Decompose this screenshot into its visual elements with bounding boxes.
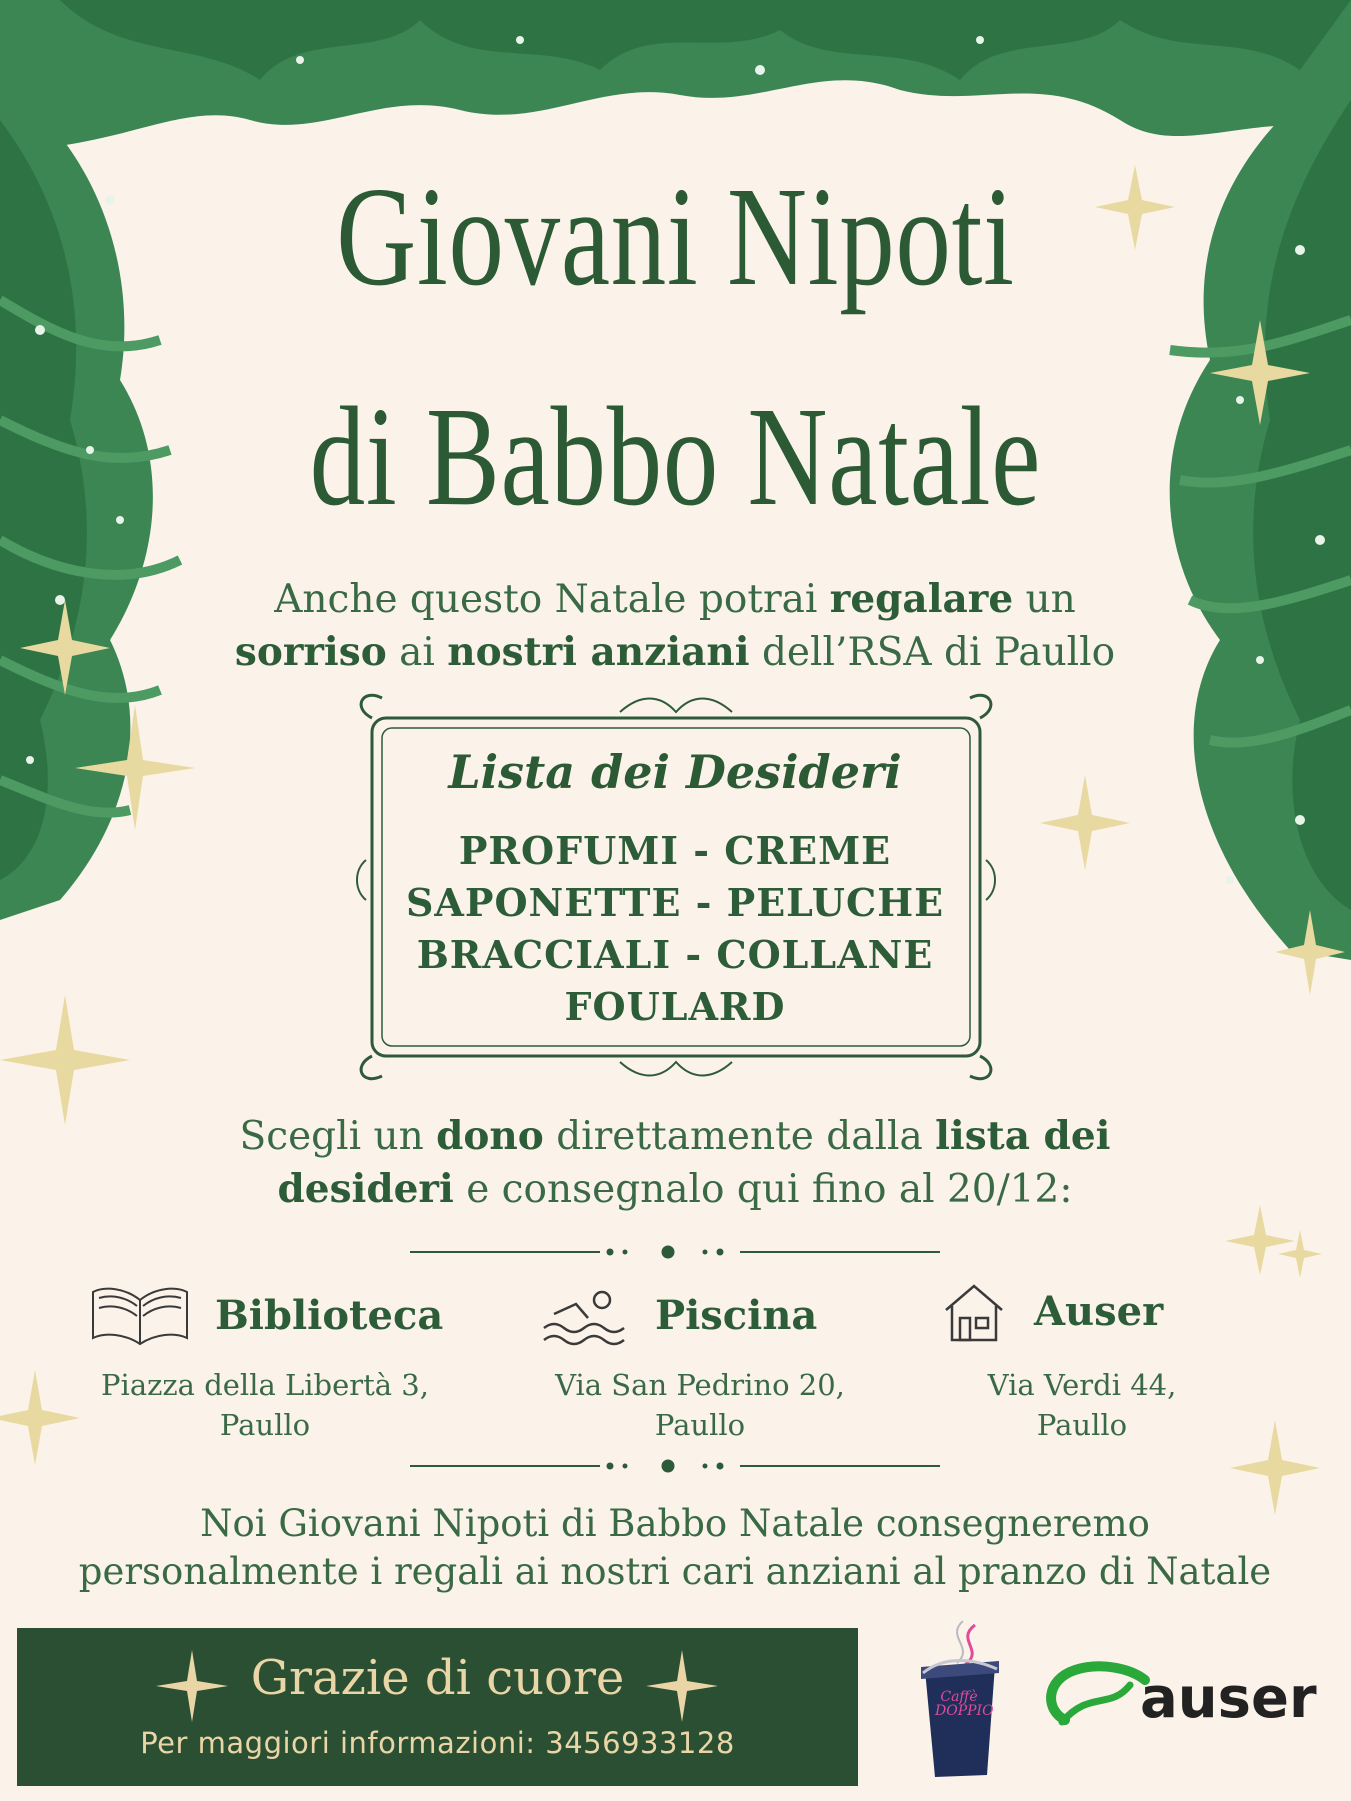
swimmer-icon <box>540 1280 630 1350</box>
auser-logo <box>1040 1650 1150 1740</box>
page-title-line1: Giovani Nipoti <box>336 157 1015 315</box>
contact-info: Per maggiori informazioni: 3456933128 <box>140 1726 735 1760</box>
house-icon <box>942 1280 1006 1346</box>
closing-text: Noi Giovani Nipoti di Babbo Natale consegneremo personalmente i regali ai nostri cari anziani al pranzo di Natale <box>78 1502 1272 1593</box>
open-book-icon <box>85 1280 195 1350</box>
location-address: Via Verdi 44, Paullo <box>987 1368 1177 1442</box>
thanks-banner <box>17 1628 858 1786</box>
banner-title: Grazie di cuore <box>250 1650 625 1706</box>
caffe-doppio-text: Caffè DOPPIO <box>935 1689 994 1719</box>
auser-logo-text: auser <box>1140 1666 1317 1731</box>
location-address: Piazza della Libertà 3, Paullo <box>101 1368 429 1442</box>
top-garland <box>0 0 1351 150</box>
divider-top <box>410 1246 940 1258</box>
location-name: Biblioteca <box>215 1292 444 1339</box>
wishlist-item: SAPONETTE - PELUCHE <box>405 880 945 925</box>
location-address: Via San Pedrino 20, Paullo <box>555 1368 845 1442</box>
wishlist-item: PROFUMI - CREME <box>458 828 892 873</box>
page-title-line2: di Babbo Natale <box>309 377 1042 535</box>
location-name: Auser <box>1034 1288 1164 1335</box>
wishlist-item: FOULARD <box>564 984 786 1029</box>
wishlist-items <box>380 825 970 1033</box>
intro-text: Anche questo Natale potrai regalare un sorriso ai nostri anziani dell’RSA di Paullo <box>234 576 1116 675</box>
location-name: Piscina <box>655 1292 818 1339</box>
wishlist-item: BRACCIALI - COLLANE <box>416 932 934 977</box>
divider-bottom <box>410 1460 940 1472</box>
instructions-text: Scegli un dono direttamente dalla lista dei desideri e consegnalo qui fino al 20/12: <box>239 1113 1111 1212</box>
wishlist-title: Lista dei Desideri <box>448 745 902 799</box>
